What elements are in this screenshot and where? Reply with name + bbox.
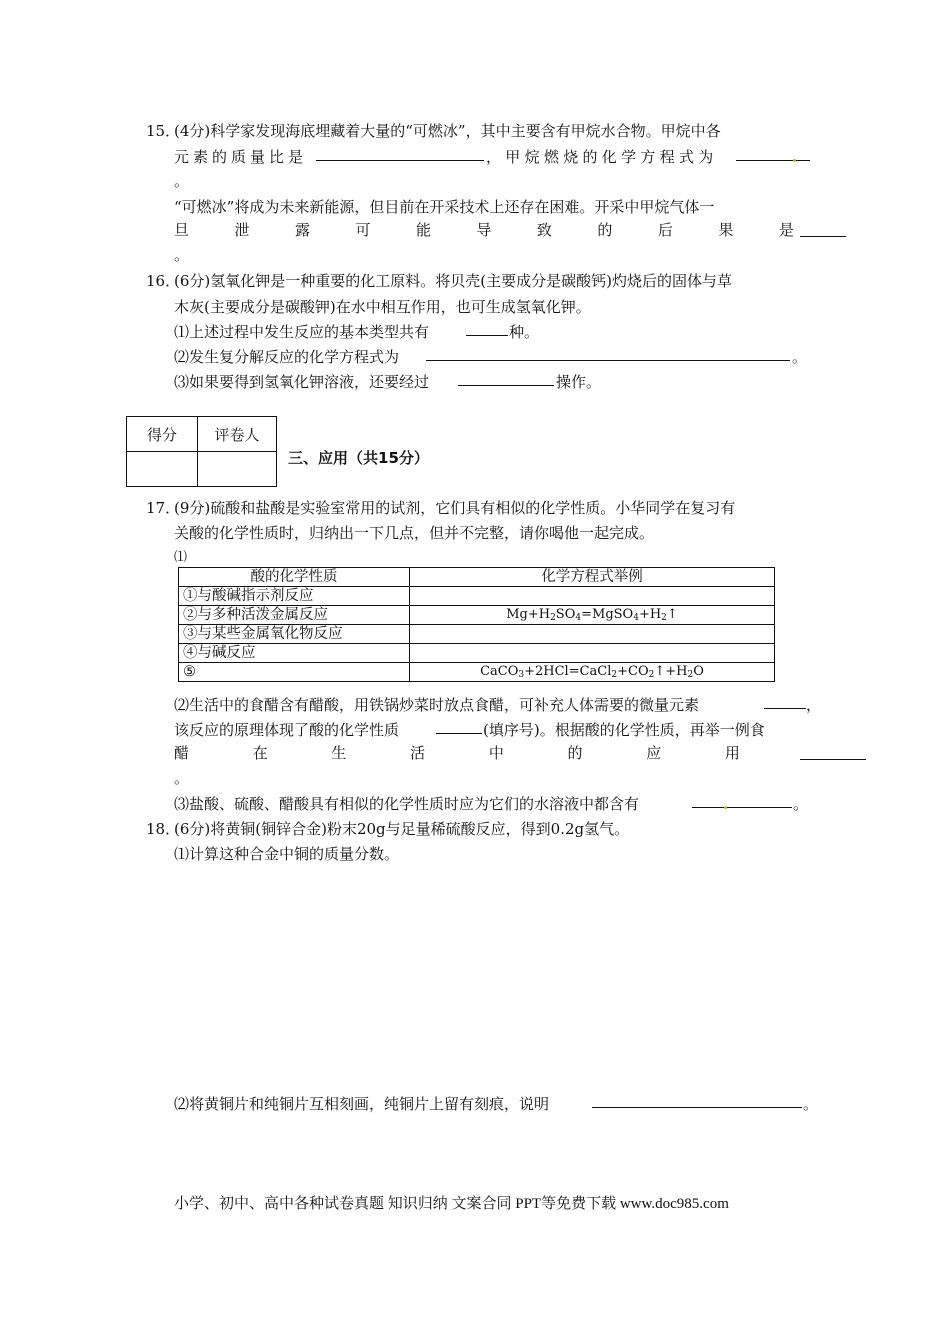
- question-text: ，甲烷燃烧的化学方程式为: [486, 148, 718, 166]
- table-cell: ①与酸碱指示剂反应: [179, 587, 410, 606]
- table-header: 酸的化学性质: [179, 568, 410, 587]
- char: 醋: [174, 744, 190, 762]
- question-text: 该反应的原理体现了酸的化学性质: [174, 721, 400, 739]
- char: 旦: [174, 221, 190, 239]
- char: 是: [778, 221, 794, 239]
- char: 致: [536, 221, 552, 239]
- period: 。: [792, 348, 808, 366]
- table-row: [179, 587, 775, 606]
- char: 泄: [234, 221, 250, 239]
- char: 活: [410, 744, 426, 762]
- table-row: [179, 606, 775, 625]
- question-text: (填序号)。根据酸的化学性质，再举一例食: [483, 721, 765, 739]
- spread-line: [174, 219, 794, 240]
- dot-mark-icon: [793, 159, 796, 162]
- answer-blank[interactable]: [800, 745, 866, 760]
- char: 能: [415, 221, 431, 239]
- char: 可: [355, 221, 371, 239]
- section-title: 三、应用（共15分）: [288, 449, 429, 467]
- question-text: (4分)科学家发现海底埋藏着大量的“可燃冰”，其中主要含有甲烷水合物。甲烷中各: [174, 122, 721, 140]
- char: 中: [488, 744, 504, 762]
- sub-question-2: ⑵将黄铜片和纯铜片互相刻画，纯铜片上留有刻痕，说明: [174, 1095, 550, 1113]
- page-footer: 小学、初中、高中各种试卷真题 知识归纳 文案合同 PPT等免费下载 www.doc985.com: [174, 1196, 729, 1212]
- answer-space[interactable]: [174, 870, 794, 1080]
- table-row: [179, 663, 775, 682]
- period: 。: [174, 172, 190, 190]
- equation-cell: $Mg+H_2SO_4=MgSO_4+H_2↑$: [410, 606, 775, 625]
- question-number: 16．: [146, 272, 181, 290]
- char: 露: [294, 221, 310, 239]
- sub-question-1: ⑴计算这种合金中铜的质量分数。: [174, 845, 400, 863]
- answer-blank[interactable]: [592, 1093, 802, 1108]
- answer-cell[interactable]: [410, 625, 775, 644]
- score-cell[interactable]: [127, 452, 198, 487]
- spread-line: [174, 742, 740, 763]
- grader-label: 评卷人: [198, 417, 277, 452]
- table-header: 化学方程式举例: [410, 568, 775, 587]
- sub-question-1: ⑴: [174, 550, 188, 565]
- char: 的: [597, 221, 613, 239]
- period: 。: [793, 795, 809, 813]
- score-box: [126, 416, 277, 487]
- char: 用: [724, 744, 740, 762]
- answer-blank[interactable]: [736, 146, 810, 161]
- acid-properties-table: [178, 567, 775, 682]
- answer-cell[interactable]: [410, 587, 775, 606]
- table-cell: ②与多种活泼金属反应: [179, 606, 410, 625]
- answer-blank[interactable]: [426, 346, 790, 361]
- table-header-row: [179, 568, 775, 587]
- score-label: 得分: [127, 417, 198, 452]
- question-text: “可燃冰”将成为未来新能源，但目前在开采技术上还存在困难。开采中甲烷气体一: [174, 198, 715, 216]
- period: 。: [803, 1095, 819, 1113]
- sub-question-2: ⑵生活中的食醋含有醋酸，用铁锅炒菜时放点食醋，可补充人体需要的微量元素: [174, 696, 700, 714]
- answer-blank[interactable]: [800, 222, 846, 237]
- answer-blank[interactable]: [764, 694, 806, 709]
- question-text: 种。: [509, 323, 540, 341]
- question-text: 元素的质量比是: [174, 148, 308, 166]
- char: 应: [646, 744, 662, 762]
- answer-blank[interactable]: [692, 793, 792, 808]
- char: 生: [331, 744, 347, 762]
- question-number: 15．: [146, 122, 181, 140]
- table-row: [179, 625, 775, 644]
- period: 。: [174, 769, 190, 787]
- char: 果: [718, 221, 734, 239]
- table-cell: ③与某些金属氧化物反应: [179, 625, 410, 644]
- dot-mark-icon: [724, 806, 727, 809]
- sub-question-1: ⑴上述过程中发生反应的基本类型共有: [174, 323, 430, 341]
- period: 。: [174, 246, 190, 264]
- table-cell: ⑤: [179, 663, 410, 682]
- char: 在: [252, 744, 268, 762]
- question-text: 关酸的化学性质时，归纳出一下几点，但并不完整，请你喝他一起完成。: [174, 524, 655, 542]
- answer-cell[interactable]: [410, 644, 775, 663]
- question-text: ，: [806, 696, 822, 714]
- char: 后: [657, 221, 673, 239]
- answer-blank[interactable]: [466, 321, 508, 336]
- question-number: 18．: [146, 820, 181, 838]
- equation-cell: $CaCO_3+2HCl=CaCl_2+CO_2↑+H_2O$: [410, 663, 775, 682]
- char: 的: [567, 744, 583, 762]
- question-text: 操作。: [556, 373, 602, 391]
- answer-blank[interactable]: [436, 719, 482, 734]
- table-row: [179, 644, 775, 663]
- question-text: (9分)硫酸和盐酸是实验室常用的试剂，它们具有相似的化学性质。小华同学在复习有: [174, 499, 736, 517]
- sub-question-3: ⑶盐酸、硫酸、醋酸具有相似的化学性质时应为它们的水溶液中都含有: [174, 795, 640, 813]
- table-cell: ④与碱反应: [179, 644, 410, 663]
- grader-cell[interactable]: [198, 452, 277, 487]
- sub-question-2: ⑵发生复分解反应的化学方程式为: [174, 348, 400, 366]
- answer-blank[interactable]: [458, 371, 554, 386]
- question-text: (6分)将黄铜(铜锌合金)粉末20g与足量稀硫酸反应，得到0.2g氢气。: [174, 820, 630, 838]
- char: 导: [476, 221, 492, 239]
- sub-question-3: ⑶如果要得到氢氧化钾溶液，还要经过: [174, 373, 430, 391]
- answer-blank[interactable]: [316, 146, 484, 161]
- question-text: 木灰(主要成分是碳酸钾)在水中相互作用，也可生成氢氧化钾。: [174, 298, 591, 316]
- question-number: 17．: [146, 499, 181, 517]
- question-text: (6分)氢氧化钾是一种重要的化工原料。将贝壳(主要成分是碳酸钙)灼烧后的固体与草: [174, 272, 732, 290]
